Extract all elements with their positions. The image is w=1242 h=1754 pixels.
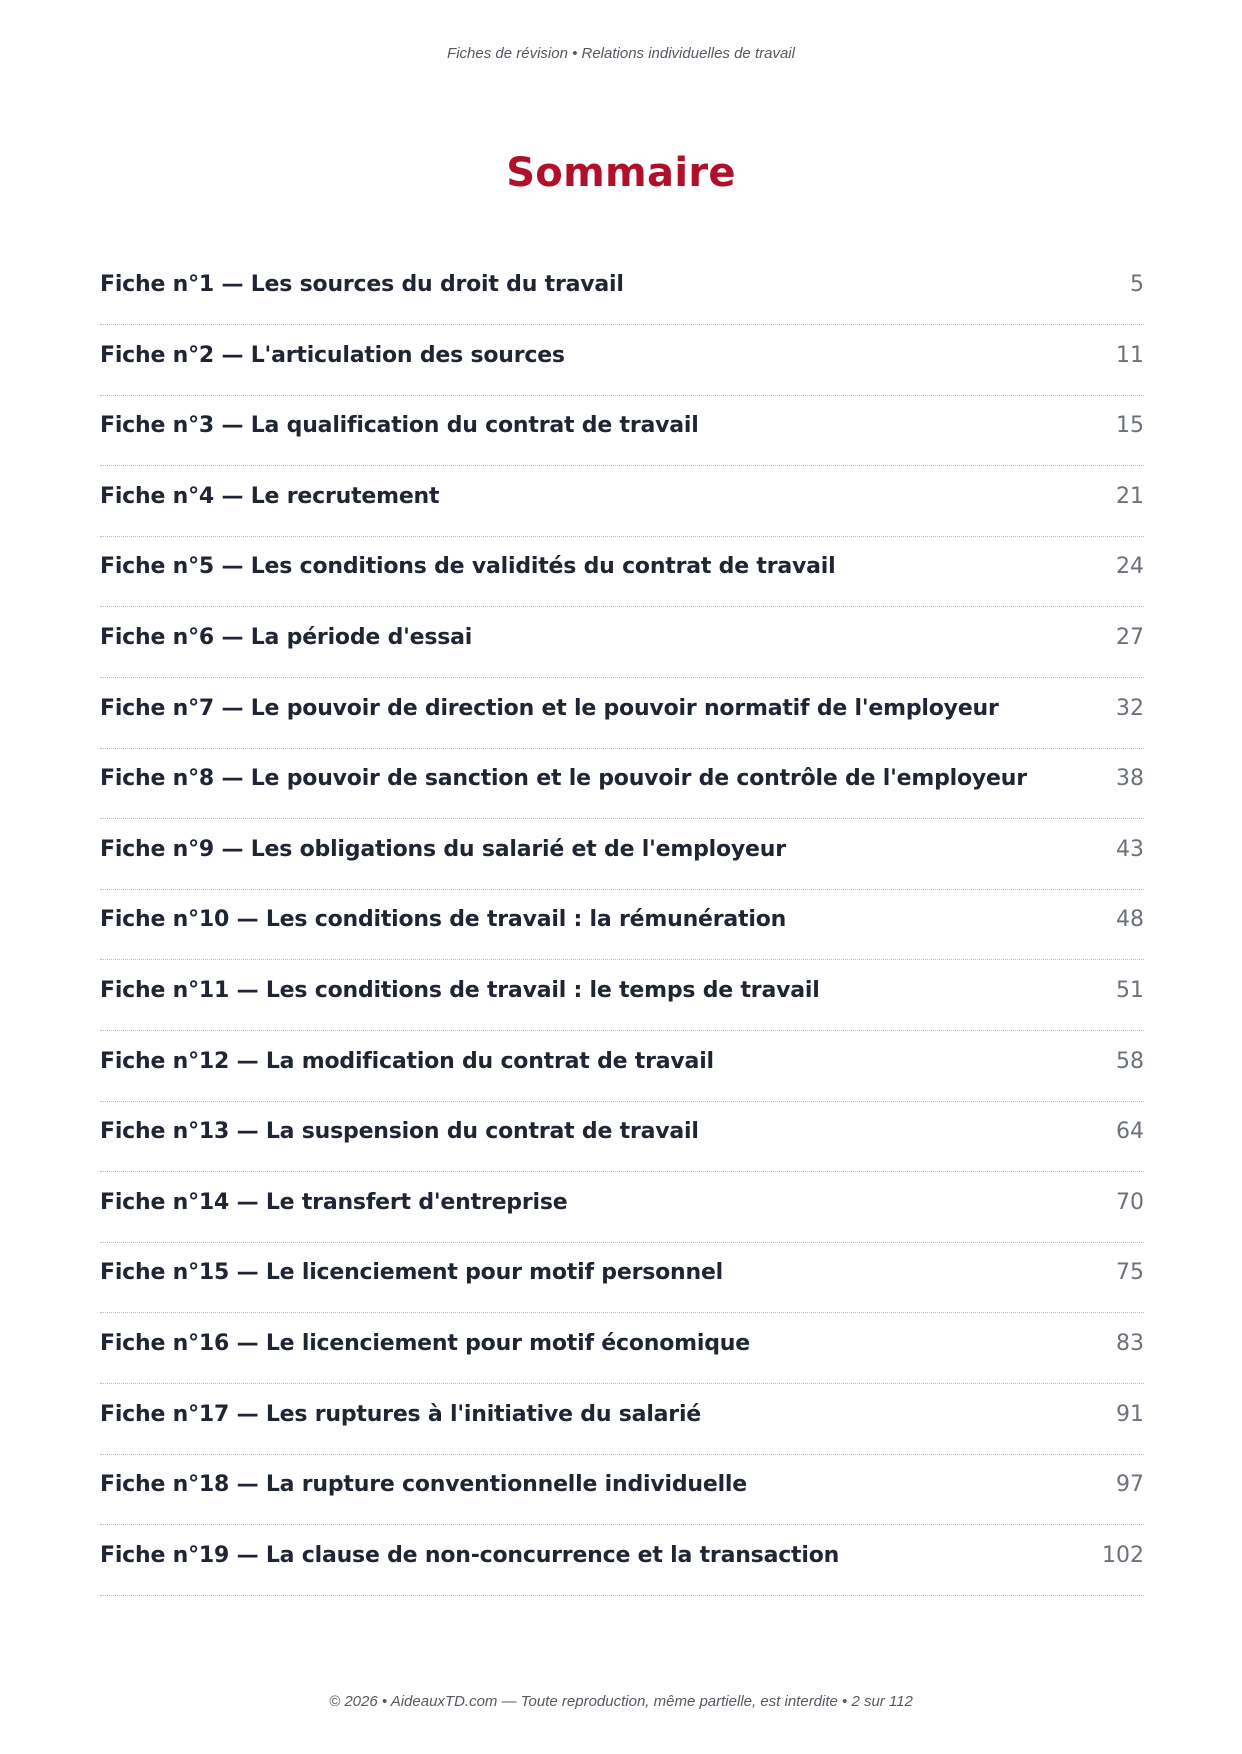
toc-entry-page-number: 75 bbox=[1116, 1260, 1144, 1286]
toc-entry-page-number: 32 bbox=[1116, 695, 1144, 721]
toc-entry-7[interactable] bbox=[100, 679, 1144, 749]
toc-entry-page-number: 27 bbox=[1116, 624, 1144, 650]
toc-entry-label: Fiche n°5 — Les conditions de validités du contrat de travail bbox=[100, 554, 836, 580]
toc-entry-label: Fiche n°17 — Les ruptures à l'initiative du salarié bbox=[100, 1401, 702, 1427]
toc-entry-label: Fiche n°8 — Le pouvoir de sanction et le pouvoir de contrôle de l'employeur bbox=[100, 766, 1027, 792]
page-title: Sommaire bbox=[506, 150, 736, 196]
toc-entry-page-number: 15 bbox=[1116, 413, 1144, 439]
toc-entry-label: Fiche n°13 — La suspension du contrat de travail bbox=[100, 1119, 699, 1145]
toc-entry-page-number: 64 bbox=[1116, 1119, 1144, 1145]
toc-entry-page-number: 102 bbox=[1102, 1542, 1144, 1568]
toc-entry-page-number: 5 bbox=[1130, 272, 1144, 297]
toc-entry-18[interactable] bbox=[100, 1455, 1144, 1525]
toc-entry-9[interactable] bbox=[100, 820, 1144, 890]
table-of-contents bbox=[100, 255, 1144, 1596]
toc-entry-13[interactable] bbox=[100, 1102, 1144, 1172]
toc-entry-page-number: 38 bbox=[1116, 766, 1144, 792]
toc-entry-label: Fiche n°19 — La clause de non-concurrence et la transaction bbox=[100, 1542, 840, 1568]
page-header: Fiches de révision • Relations individuelles de travail bbox=[447, 45, 795, 62]
toc-entry-label: Fiche n°11 — Les conditions de travail : le temps de travail bbox=[100, 977, 820, 1003]
toc-entry-10[interactable] bbox=[100, 890, 1144, 960]
toc-entry-label: Fiche n°10 — Les conditions de travail : la rémunération bbox=[100, 907, 787, 933]
toc-entry-3[interactable] bbox=[100, 396, 1144, 466]
toc-entry-page-number: 58 bbox=[1116, 1048, 1144, 1074]
toc-entry-page-number: 97 bbox=[1116, 1472, 1144, 1498]
toc-entry-label: Fiche n°1 — Les sources du droit du travail bbox=[100, 272, 624, 297]
toc-entry-label: Fiche n°14 — Le transfert d'entreprise bbox=[100, 1189, 568, 1215]
toc-entry-label: Fiche n°18 — La rupture conventionnelle individuelle bbox=[100, 1472, 747, 1498]
toc-entry-page-number: 43 bbox=[1116, 836, 1144, 862]
toc-entry-page-number: 83 bbox=[1116, 1330, 1144, 1356]
toc-entry-label: Fiche n°16 — Le licenciement pour motif économique bbox=[100, 1330, 750, 1356]
toc-entry-page-number: 21 bbox=[1116, 483, 1144, 509]
toc-entry-14[interactable] bbox=[100, 1173, 1144, 1243]
toc-entry-6[interactable] bbox=[100, 608, 1144, 678]
toc-entry-5[interactable] bbox=[100, 537, 1144, 607]
toc-entry-2[interactable] bbox=[100, 326, 1144, 396]
toc-entry-label: Fiche n°3 — La qualification du contrat de travail bbox=[100, 413, 699, 439]
toc-entry-19[interactable] bbox=[100, 1526, 1144, 1596]
toc-entry-16[interactable] bbox=[100, 1314, 1144, 1384]
toc-entry-11[interactable] bbox=[100, 961, 1144, 1031]
toc-entry-page-number: 51 bbox=[1116, 977, 1144, 1003]
toc-entry-8[interactable] bbox=[100, 749, 1144, 819]
toc-entry-label: Fiche n°9 — Les obligations du salarié et de l'employeur bbox=[100, 836, 786, 862]
toc-entry-17[interactable] bbox=[100, 1385, 1144, 1455]
toc-entry-1[interactable] bbox=[100, 255, 1144, 325]
toc-entry-label: Fiche n°7 — Le pouvoir de direction et le pouvoir normatif de l'employeur bbox=[100, 695, 999, 721]
toc-entry-label: Fiche n°15 — Le licenciement pour motif personnel bbox=[100, 1260, 724, 1286]
toc-entry-page-number: 11 bbox=[1116, 342, 1144, 368]
toc-entry-page-number: 91 bbox=[1116, 1401, 1144, 1427]
toc-entry-page-number: 48 bbox=[1116, 907, 1144, 933]
toc-entry-12[interactable] bbox=[100, 1032, 1144, 1102]
toc-entry-15[interactable] bbox=[100, 1243, 1144, 1313]
toc-entry-page-number: 70 bbox=[1116, 1189, 1144, 1215]
page-footer: © 2026 • AideauxTD.com — Toute reproduction, même partielle, est interdite • 2 sur 112 bbox=[329, 1693, 913, 1710]
toc-entry-label: Fiche n°6 — La période d'essai bbox=[100, 624, 473, 650]
toc-entry-4[interactable] bbox=[100, 467, 1144, 537]
toc-entry-page-number: 24 bbox=[1116, 554, 1144, 580]
toc-entry-label: Fiche n°12 — La modification du contrat de travail bbox=[100, 1048, 714, 1074]
toc-entry-label: Fiche n°4 — Le recrutement bbox=[100, 483, 440, 509]
toc-entry-label: Fiche n°2 — L'articulation des sources bbox=[100, 342, 565, 368]
